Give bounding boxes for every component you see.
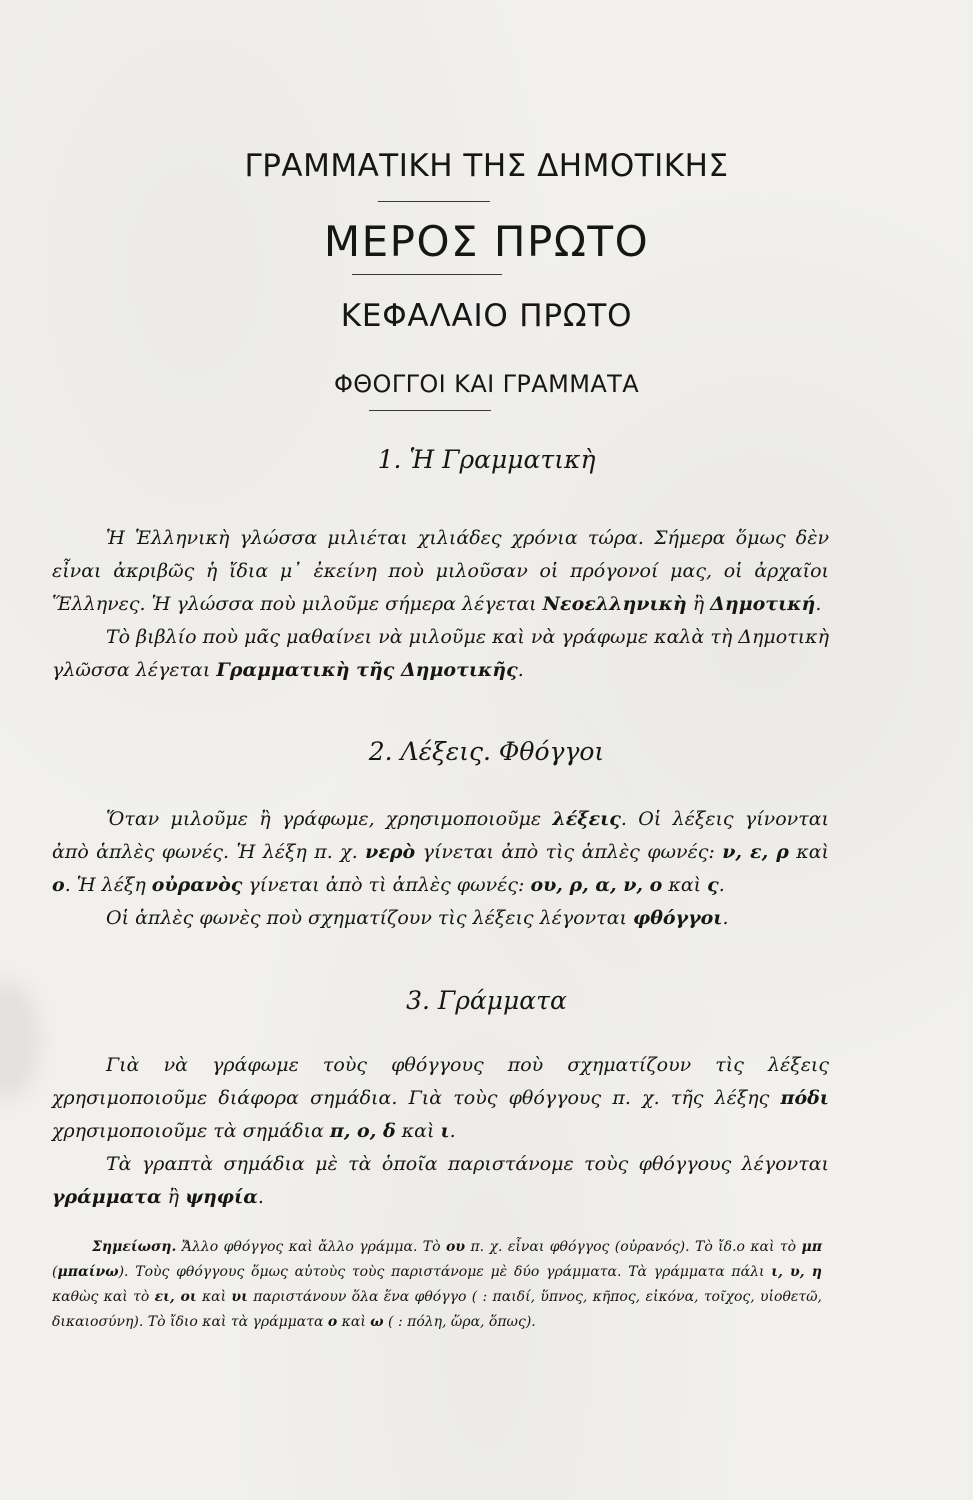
note-label: Σημείωση.: [92, 1239, 177, 1255]
paragraph-greek-language: [52, 522, 829, 621]
note-bold-mp: μπ: [801, 1239, 822, 1255]
heading-grammar: 1. Ἡ Γραμματικὴ: [377, 445, 596, 474]
text-segment: Τὸ βιβλίο ποὺ μᾶς μαθαίνει νὰ μιλοῦμε καὶ νὰ γράφωμε καλὰ τὴ Δημοτικὴ γλῶσσα λέγεται: [52, 626, 829, 681]
paragraph-words: [52, 803, 829, 902]
bold-term-letters: γράμματα: [52, 1186, 162, 1208]
text-segment: .: [449, 1120, 456, 1142]
note-block: [52, 1235, 822, 1335]
paragraph-grammar-book: [52, 621, 829, 687]
text-segment: Ἡ Ἑλληνικὴ γλώσσα μιλιέται χιλιάδες χρόνια τώρα. Σήμερα ὅμως δὲν εἶναι ἀκριβῶς ἡ ἴδια μ᾽ ἐκείνη ποὺ μιλοῦσαν οἱ πρόγονοί μας, οἱ ἀρχαῖοι Ἕλληνες. Ἡ γλώσσα ποὺ μιλοῦμε σήμερα λέγεται: [52, 527, 829, 615]
text-segment: ἢ: [686, 593, 711, 615]
text-segment: καὶ: [662, 874, 708, 896]
note-bold-i-y-i: ι, υ, η: [771, 1264, 822, 1280]
part-title: ΜΕΡΟΣ ΠΡΩΤΟ: [323, 217, 650, 266]
note-bold-ei-oi: ει, οι: [154, 1289, 197, 1305]
title-rule-2: [352, 274, 502, 275]
bold-term-words: λέξεις: [552, 808, 621, 830]
bold-term-neoelliniki: Νεοελληνικὴ: [542, 593, 687, 615]
note-bold-mpaino: μπαίνω: [57, 1264, 119, 1280]
bold-term-dimotiki: Δημοτική: [710, 593, 816, 615]
section-letters-text: [52, 1049, 829, 1214]
text-segment: .: [257, 1186, 264, 1208]
section-title: ΦΘΟΓΓΟΙ ΚΑΙ ΓΡΑΜΜΑΤΑ: [333, 370, 640, 398]
paragraph-sounds: [52, 902, 829, 935]
text-segment: γίνεται ἀπὸ τὶ ἁπλὲς φωνές:: [242, 874, 531, 896]
text-segment: .: [815, 593, 822, 615]
text-segment: Οἱ ἁπλὲς φωνὲς ποὺ σχηματίζουν τὶς λέξεις λέγονται: [106, 907, 634, 929]
bold-letter-s: ς: [707, 874, 719, 896]
text-segment: .: [722, 907, 729, 929]
text-segment: Τὰ γραπτὰ σημάδια μὲ τὰ ὁποῖα παριστάνομε τοὺς φθόγγους λέγονται: [106, 1153, 829, 1175]
text-segment: καὶ: [788, 841, 829, 863]
chapter-title: ΚΕΦΑΛΑΙΟ ΠΡΩΤΟ: [340, 298, 633, 334]
bold-letter-o: ο: [52, 874, 65, 896]
note-paragraph: [52, 1235, 822, 1335]
text-segment: .: [517, 659, 524, 681]
bold-term-psifia: ψηφία: [185, 1186, 258, 1208]
text-segment: χρησιμοποιοῦμε τὰ σημάδια: [52, 1120, 330, 1142]
text-segment: ἢ: [161, 1186, 186, 1208]
bold-letters-nero: ν, ε, ρ: [722, 841, 789, 863]
section-grammar-text: [52, 522, 829, 687]
section-words-text: [52, 803, 829, 935]
title-rule-1: [378, 201, 490, 202]
text-segment: Γιὰ νὰ γράφωμε τοὺς φθόγγους ποὺ σχηματίζουν τὶς λέξεις χρησιμοποιοῦμε διάφορα σημάδια. Γιὰ τοὺς φθόγγους π. χ. τῆς λέξης: [52, 1054, 829, 1109]
text-segment: παριστάνουν ὅλα ἕνα φθόγγο ( : παιδί, ὕπνος, κῆπος, εἰκόνα, τοῖχος, υἱοθετῶ, δικαιοσύνη). Τὸ ἴδιο καὶ τὰ γράμματα: [52, 1289, 822, 1330]
bold-term-grammar: Γραμματικὴ τῆς Δημοτικῆς: [216, 659, 518, 681]
bold-term-sounds: φθόγγοι: [633, 907, 723, 929]
note-bold-ou: ου: [445, 1239, 466, 1255]
text-segment: π. χ. εἶναι φθόγγος (οὐρανός). Τὸ ἴδ.ο καὶ τὸ: [465, 1239, 802, 1255]
bold-letters-podi: π, ο, δ: [329, 1120, 396, 1142]
text-segment: καὶ: [196, 1289, 232, 1305]
bold-term-ouranos: οὐρανὸς: [151, 874, 243, 896]
text-segment: γίνεται ἀπὸ τὶς ἁπλὲς φωνές:: [415, 841, 723, 863]
paragraph-letters: [52, 1148, 829, 1214]
text-segment: Ἄλλο φθόγγος καὶ ἄλλο γράμμα. Τὸ: [176, 1239, 446, 1255]
text-segment: . Ἡ λέξη: [64, 874, 152, 896]
bold-term-nero: νερὸ: [365, 841, 416, 863]
note-bold-omega: ω: [370, 1314, 384, 1330]
text-segment: καὶ: [337, 1314, 371, 1330]
text-segment: ). Τοὺς φθόγγους ὅμως αὐτοὺς τοὺς παριστάνομε μὲ δύο γράμματα. Τὰ γράμματα πάλι: [118, 1264, 772, 1280]
title-rule-3: [369, 410, 491, 411]
text-segment: .: [718, 874, 725, 896]
heading-letters: 3. Γράμματα: [406, 986, 567, 1015]
book-title: ΓΡΑΜΜΑΤΙΚΗ ΤΗΣ ΔΗΜΟΤΙΚΗΣ: [244, 148, 729, 184]
bold-letters-ouranos: ου, ρ, α, ν, ο: [530, 874, 663, 896]
text-segment: καθὼς καὶ τὸ: [52, 1289, 155, 1305]
note-bold-ui: υι: [231, 1289, 248, 1305]
text-segment: (: [52, 1264, 58, 1280]
note-bold-o: ο: [327, 1314, 338, 1330]
text-segment: καὶ: [395, 1120, 441, 1142]
bold-letter-i: ι: [440, 1120, 450, 1142]
text-segment: ( : πόλη, ὥρα, ὅπως).: [383, 1314, 536, 1330]
bold-term-podi: πόδι: [780, 1087, 829, 1109]
text-segment: . Οἱ λέξεις γίνονται ἀπὸ ἁπλὲς φωνές. Ἡ λέξη π. χ.: [52, 808, 830, 863]
heading-words-sounds: 2. Λέξεις. Φθόγγοι: [368, 737, 605, 766]
paragraph-signs: [52, 1049, 829, 1148]
text-segment: Ὅταν μιλοῦμε ἢ γράφωμε, χρησιμοποιοῦμε: [106, 808, 553, 830]
